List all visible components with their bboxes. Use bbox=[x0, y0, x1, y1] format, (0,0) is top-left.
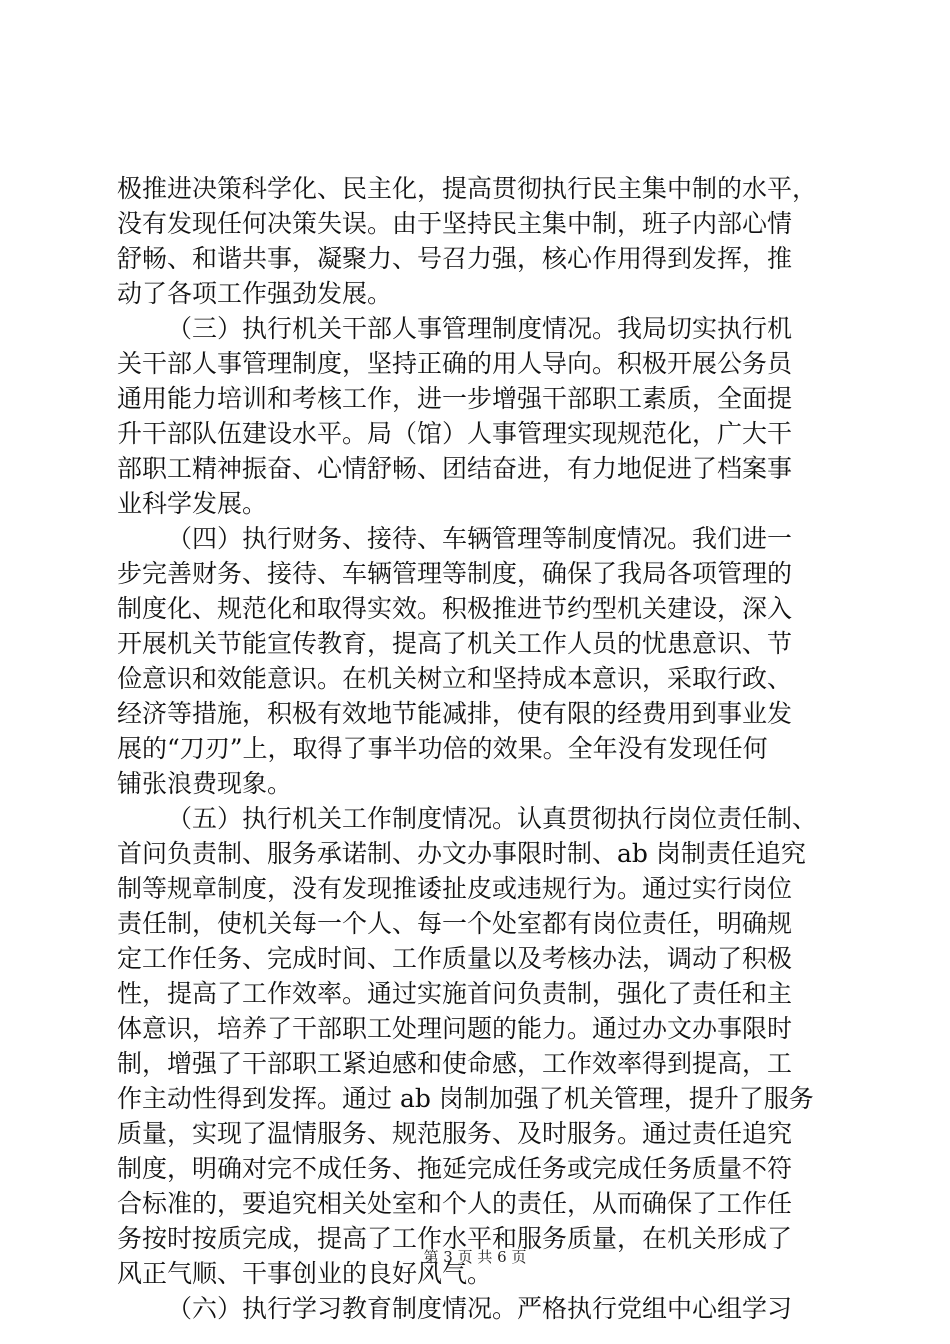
text-line: 制度，明确对完不成任务、拖延完成任务或完成任务质量不符 bbox=[117, 1154, 793, 1183]
text-line: 性，提高了工作效率。通过实施首问负责制，强化了责任和主 bbox=[117, 979, 793, 1008]
text-line: 制度化、规范化和取得实效。积极推进节约型机关建设，深入 bbox=[117, 594, 793, 623]
text-line: 开展机关节能宣传教育，提高了机关工作人员的忧患意识、节 bbox=[117, 629, 793, 658]
text-line: 动了各项工作强劲发展。 bbox=[117, 279, 393, 308]
page-footer: 第 3 页 共 6 页 bbox=[423, 1248, 527, 1266]
text-line: 合标准的，要追究相关处室和个人的责任，从而确保了工作任 bbox=[117, 1189, 793, 1218]
text-line: 务按时按质完成，提高了工作水平和服务质量，在机关形成了 bbox=[117, 1224, 793, 1253]
text-line: 定工作任务、完成时间、工作质量以及考核办法，调动了积极 bbox=[117, 944, 793, 973]
text-line: 制，增强了干部职工紧迫感和使命感，工作效率得到提高，工 bbox=[117, 1049, 793, 1078]
paragraph-first-line: （三）执行机关干部人事管理制度情况。我局切实执行机 bbox=[167, 314, 793, 343]
text-line: 部职工精神振奋、心情舒畅、团结奋进，有力地促进了档案事 bbox=[117, 454, 793, 483]
text-line: 质量，实现了温情服务、规范服务、及时服务。通过责任追究 bbox=[117, 1119, 793, 1148]
text-line: 关干部人事管理制度，坚持正确的用人导向。积极开展公务员 bbox=[117, 349, 793, 378]
text-line: 舒畅、和谐共事，凝聚力、号召力强，核心作用得到发挥，推 bbox=[117, 244, 793, 273]
paragraph-first-line: （四）执行财务、接待、车辆管理等制度情况。我们进一 bbox=[167, 524, 793, 553]
text-line: 铺张浪费现象。 bbox=[117, 769, 293, 798]
text-line: 没有发现任何决策失误。由于坚持民主集中制，班子内部心情 bbox=[117, 209, 793, 238]
text-line: 首问负责制、服务承诺制、办文办事限时制、ab 岗制责任追究 bbox=[117, 839, 806, 868]
text-line: 体意识，培养了干部职工处理问题的能力。通过办文办事限时 bbox=[117, 1014, 793, 1043]
text-line: 经济等措施，积极有效地节能减排，使有限的经费用到事业发 bbox=[117, 699, 793, 728]
text-line: 作主动性得到发挥。通过 ab 岗制加强了机关管理，提升了服务 bbox=[117, 1084, 814, 1113]
paragraph-first-line: （五）执行机关工作制度情况。认真贯彻执行岗位责任制、 bbox=[167, 804, 818, 833]
text-line: 步完善财务、接待、车辆管理等制度，确保了我局各项管理的 bbox=[117, 559, 793, 588]
paragraph-first-line: （六）执行学习教育制度情况。严格执行党组中心组学习 bbox=[167, 1294, 793, 1323]
text-line: 风正气顺、干事创业的良好风气。 bbox=[117, 1259, 493, 1288]
text-line: 展的“刀刃”上，取得了事半功倍的效果。全年没有发现任何 bbox=[117, 734, 768, 763]
text-line: 俭意识和效能意识。在机关树立和坚持成本意识，采取行政、 bbox=[117, 664, 793, 693]
text-line: 制等规章制度，没有发现推诿扯皮或违规行为。通过实行岗位 bbox=[117, 874, 793, 903]
text-line: 业科学发展。 bbox=[117, 489, 268, 518]
text-line: 责任制，使机关每一个人、每一个处室都有岗位责任，明确规 bbox=[117, 909, 793, 938]
document-body bbox=[117, 171, 837, 1326]
text-line: 通用能力培训和考核工作，进一步增强干部职工素质，全面提 bbox=[117, 384, 793, 413]
text-line: 极推进决策科学化、民主化，提高贯彻执行民主集中制的水平， bbox=[117, 174, 818, 203]
text-line: 升干部队伍建设水平。局（馆）人事管理实现规范化，广大干 bbox=[117, 419, 793, 448]
